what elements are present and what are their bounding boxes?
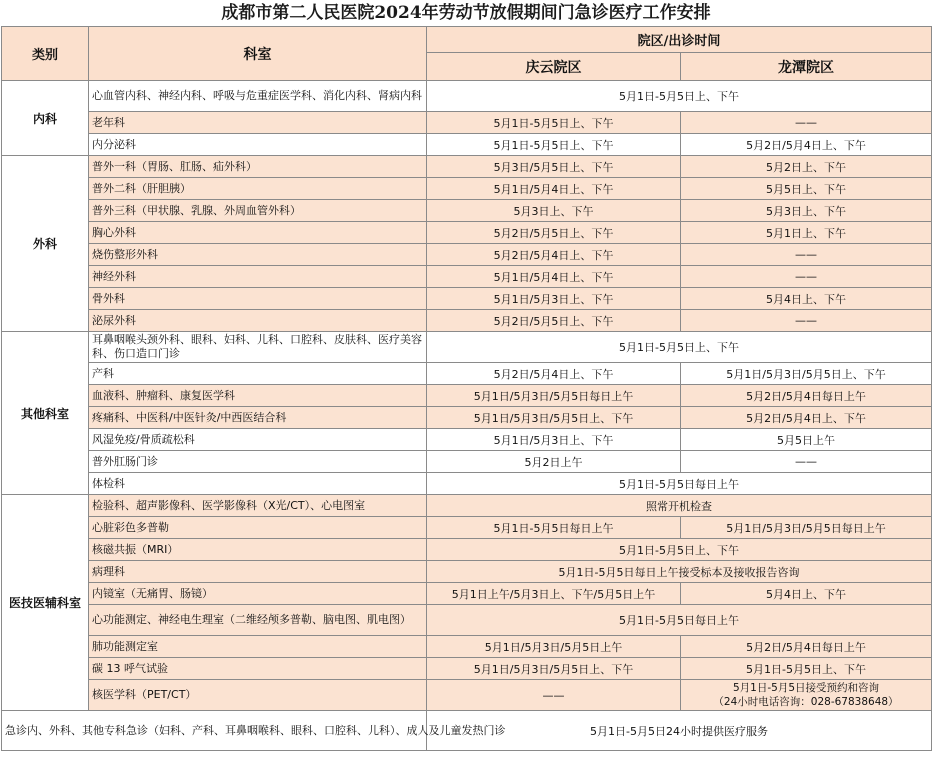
department-cell: 肺功能测定室 xyxy=(89,636,427,658)
phone-consult-note: （24小时电话咨询：028-67838648） xyxy=(713,696,899,708)
category-cell: 其他科室 xyxy=(2,332,89,495)
qingyun-time-cell: 5月1日上午/5月3日上、下午/5月5日上午 xyxy=(427,583,681,605)
department-cell: 碳 13 呼气试验 xyxy=(89,658,427,680)
department-cell: 血液科、肿瘤科、康复医学科 xyxy=(89,385,427,407)
qingyun-time-cell: 5月1日-5月5日上、下午 xyxy=(427,134,681,156)
table-row xyxy=(2,658,932,680)
header-row xyxy=(2,27,932,53)
department-cell: 内分泌科 xyxy=(89,134,427,156)
qingyun-time-cell: 5月2日上午 xyxy=(427,451,681,473)
qingyun-time-cell: 5月2日/5月4日上、下午 xyxy=(427,244,681,266)
department-cell: 疼痛科、中医科/中医针灸/中西医结合科 xyxy=(89,407,427,429)
table-row xyxy=(2,363,932,385)
table-row xyxy=(2,178,932,200)
qingyun-time-cell: 5月1日-5月5日每日上午 xyxy=(427,517,681,539)
table-row xyxy=(2,112,932,134)
merged-time-cell: 5月1日-5月5日上、下午 xyxy=(427,539,932,561)
qingyun-time-cell: 5月2日/5月5日上、下午 xyxy=(427,222,681,244)
qingyun-time-cell: 5月1日-5月5日上、下午 xyxy=(427,112,681,134)
table-row xyxy=(2,244,932,266)
longtan-time-cell: 5月2日/5月4日每日上午 xyxy=(681,636,932,658)
qingyun-time-cell: 5月3日上、下午 xyxy=(427,200,681,222)
table-row xyxy=(2,680,932,711)
merged-time-cell: 5月1日-5月5日每日上午 xyxy=(427,473,932,495)
merged-time-cell: 5月1日-5月5日上、下午 xyxy=(427,81,932,112)
longtan-time-cell: 5月1日上、下午 xyxy=(681,222,932,244)
longtan-time-cell: 5月4日上、下午 xyxy=(681,288,932,310)
longtan-time-cell: 5月2日/5月4日上、下午 xyxy=(681,407,932,429)
department-cell: 老年科 xyxy=(89,112,427,134)
table-row xyxy=(2,310,932,332)
department-cell: 神经外科 xyxy=(89,266,427,288)
department-cell: 泌尿外科 xyxy=(89,310,427,332)
table-row xyxy=(2,81,932,112)
qingyun-time-cell: —— xyxy=(427,680,681,711)
header-department: 科室 xyxy=(89,27,427,81)
merged-time-cell: 5月1日-5月5日24小时提供医疗服务 xyxy=(427,711,932,751)
department-cell: 胸心外科 xyxy=(89,222,427,244)
table-row xyxy=(2,495,932,517)
table-row xyxy=(2,429,932,451)
page-title: 成都市第二人民医院2024年劳动节放假期间门急诊医疗工作安排 xyxy=(221,3,711,23)
department-cell: 耳鼻咽喉头颈外科、眼科、妇科、儿科、口腔科、皮肤科、医疗美容科、伤口造口门诊 xyxy=(89,332,427,363)
qingyun-time-cell: 5月2日/5月4日上、下午 xyxy=(427,363,681,385)
table-row xyxy=(2,583,932,605)
longtan-time-cell: 5月2日/5月4日上、下午 xyxy=(681,134,932,156)
qingyun-time-cell: 5月1日/5月4日上、下午 xyxy=(427,266,681,288)
department-cell: 普外二科（肝胆胰） xyxy=(89,178,427,200)
longtan-time-cell: —— xyxy=(681,244,932,266)
longtan-time-cell: 5月2日/5月4日每日上午 xyxy=(681,385,932,407)
longtan-time-cell: 5月1日/5月3日/5月5日上、下午 xyxy=(681,363,932,385)
qingyun-time-cell: 5月3日/5月5日上、下午 xyxy=(427,156,681,178)
qingyun-time-cell: 5月1日/5月3日/5月5日上、下午 xyxy=(427,407,681,429)
table-row xyxy=(2,473,932,495)
longtan-time-cell: —— xyxy=(681,310,932,332)
department-cell: 风湿免疫/骨质疏松科 xyxy=(89,429,427,451)
department-cell: 核医学科（PET/CT） xyxy=(89,680,427,711)
qingyun-time-cell: 5月2日/5月5日上、下午 xyxy=(427,310,681,332)
qingyun-time-cell: 5月1日/5月3日上、下午 xyxy=(427,429,681,451)
department-cell: 普外一科（胃肠、肛肠、疝外科） xyxy=(89,156,427,178)
table-row xyxy=(2,407,932,429)
longtan-time-cell: 5月5日上午 xyxy=(681,429,932,451)
table-row xyxy=(2,385,932,407)
emergency-row xyxy=(2,711,932,751)
department-cell: 普外三科（甲状腺、乳腺、外周血管外科） xyxy=(89,200,427,222)
category-cell: 内科 xyxy=(2,81,89,156)
longtan-time-cell: —— xyxy=(681,112,932,134)
table-row xyxy=(2,539,932,561)
header-longtan: 龙潭院区 xyxy=(681,53,932,81)
table-row xyxy=(2,288,932,310)
longtan-time-cell: 5月2日上、下午 xyxy=(681,156,932,178)
emergency-department-cell: 急诊内、外科、其他专科急诊（妇科、产科、耳鼻咽喉科、眼科、口腔科、儿科）、成人及儿童发热门诊 xyxy=(2,711,427,751)
department-cell: 产科 xyxy=(89,363,427,385)
qingyun-time-cell: 5月1日/5月3日/5月5日每日上午 xyxy=(427,385,681,407)
department-cell: 内镜室（无痛胃、肠镜） xyxy=(89,583,427,605)
header-qingyun: 庆云院区 xyxy=(427,53,681,81)
department-cell: 病理科 xyxy=(89,561,427,583)
department-cell: 核磁共振（MRI） xyxy=(89,539,427,561)
longtan-time-cell: 5月5日上、下午 xyxy=(681,178,932,200)
table-row xyxy=(2,156,932,178)
qingyun-time-cell: 5月1日/5月4日上、下午 xyxy=(427,178,681,200)
table-row xyxy=(2,134,932,156)
table-row xyxy=(2,517,932,539)
qingyun-time-cell: 5月1日/5月3日/5月5日上、下午 xyxy=(427,658,681,680)
longtan-time-cell xyxy=(681,680,932,711)
longtan-time-cell: 5月4日上、下午 xyxy=(681,583,932,605)
department-cell: 检验科、超声影像科、医学影像科（X光/CT）、心电图室 xyxy=(89,495,427,517)
department-cell: 体检科 xyxy=(89,473,427,495)
table-row xyxy=(2,636,932,658)
department-cell: 烧伤整形外科 xyxy=(89,244,427,266)
category-cell: 医技医辅科室 xyxy=(2,495,89,711)
table-row xyxy=(2,605,932,636)
table-row xyxy=(2,332,932,363)
longtan-time-cell: —— xyxy=(681,266,932,288)
department-cell: 心功能测定、神经电生理室（二维经颅多普勒、脑电图、肌电图） xyxy=(89,605,427,636)
merged-time-cell: 5月1日-5月5日每日上午接受标本及接收报告咨询 xyxy=(427,561,932,583)
header-campus-time: 院区/出诊时间 xyxy=(427,27,932,53)
department-cell: 骨外科 xyxy=(89,288,427,310)
department-cell: 心血管内科、神经内科、呼吸与危重症医学科、消化内科、肾病内科 xyxy=(89,81,427,112)
table-row xyxy=(2,561,932,583)
table-row xyxy=(2,222,932,244)
longtan-time-text: 5月1日-5月5日接受预约和咨询 xyxy=(732,682,879,694)
schedule-table xyxy=(1,26,932,751)
table-row xyxy=(2,266,932,288)
qingyun-time-cell: 5月1日/5月3日上、下午 xyxy=(427,288,681,310)
longtan-time-cell: 5月3日上、下午 xyxy=(681,200,932,222)
longtan-time-cell: 5月1日-5月5日上、下午 xyxy=(681,658,932,680)
qingyun-time-cell: 5月1日/5月3日/5月5日上午 xyxy=(427,636,681,658)
merged-time-cell: 5月1日-5月5日上、下午 xyxy=(427,332,932,363)
longtan-time-cell: —— xyxy=(681,451,932,473)
merged-time-cell: 5月1日-5月5日每日上午 xyxy=(427,605,932,636)
table-row xyxy=(2,451,932,473)
longtan-time-cell: 5月1日/5月3日/5月5日每日上午 xyxy=(681,517,932,539)
header-category: 类别 xyxy=(2,27,89,81)
merged-time-cell: 照常开机检查 xyxy=(427,495,932,517)
category-cell: 外科 xyxy=(2,156,89,332)
department-cell: 心脏彩色多普勒 xyxy=(89,517,427,539)
department-cell: 普外肛肠门诊 xyxy=(89,451,427,473)
table-row xyxy=(2,200,932,222)
